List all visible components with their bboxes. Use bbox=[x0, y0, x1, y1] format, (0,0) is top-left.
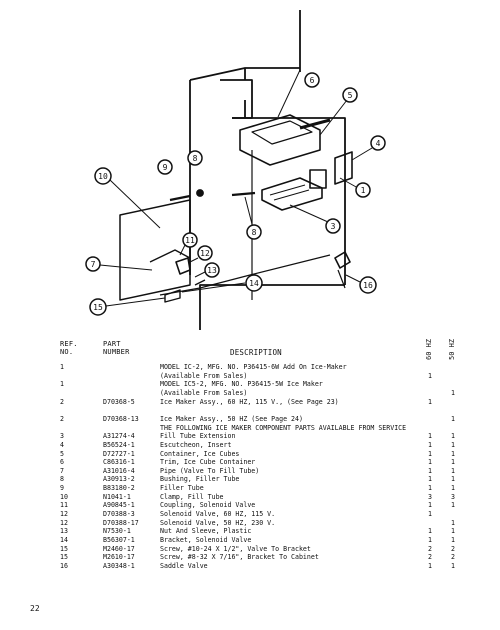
ref-cell: 11 bbox=[60, 501, 68, 510]
description-cell: Ice Maker Assy., 60 HZ, 115 V., (See Page 23) bbox=[160, 397, 339, 406]
ref-cell: 12 bbox=[60, 518, 68, 527]
callout-6-label: 6 bbox=[309, 76, 315, 85]
description-cell: Coupling, Solenoid Valve bbox=[160, 501, 256, 510]
header-part-number: PART NUMBER bbox=[103, 340, 130, 356]
part-number-cell: M2610-17 bbox=[103, 553, 135, 562]
ref-cell: 1 bbox=[60, 363, 64, 371]
table-row bbox=[0, 363, 500, 371]
description-cell: Escutcheon, Insert bbox=[160, 440, 232, 449]
qty-50hz-cell: 1 bbox=[451, 561, 455, 570]
ref-cell: 9 bbox=[60, 484, 64, 493]
part-number-cell: N7530-1 bbox=[103, 527, 131, 536]
ref-cell: 6 bbox=[60, 458, 64, 467]
ref-cell: 1 bbox=[60, 380, 64, 389]
qty-60hz-cell: 2 bbox=[428, 553, 432, 562]
qty-50hz-cell: 1 bbox=[451, 466, 455, 475]
qty-50hz-cell: 1 bbox=[451, 432, 455, 441]
qty-50hz-cell: 1 bbox=[451, 527, 455, 536]
part-number-cell: D70388-3 bbox=[103, 510, 135, 519]
qty-60hz-cell: 1 bbox=[428, 440, 432, 449]
callout-3-label: 3 bbox=[330, 222, 336, 231]
callout-5-label: 5 bbox=[347, 91, 353, 100]
qty-50hz-cell: 1 bbox=[451, 414, 455, 423]
table-row bbox=[0, 493, 500, 501]
qty-60hz-cell: 1 bbox=[428, 466, 432, 475]
part-number-cell: B56524-1 bbox=[103, 440, 135, 449]
part-number-cell: M2460-17 bbox=[103, 544, 135, 553]
table-row bbox=[0, 536, 500, 544]
description-cell: Filler Tube bbox=[160, 484, 204, 493]
table-row bbox=[0, 398, 500, 406]
qty-50hz-cell: 1 bbox=[451, 501, 455, 510]
ref-cell: 12 bbox=[60, 510, 68, 519]
part-number-cell: A30348-1 bbox=[103, 561, 135, 570]
description-cell: Trim, Ice Cube Container bbox=[160, 458, 256, 467]
table-row bbox=[0, 389, 500, 397]
ref-cell: 2 bbox=[60, 397, 64, 406]
callout-7-label: 7 bbox=[90, 260, 96, 269]
callout-8b-label: 8 bbox=[192, 154, 198, 163]
qty-50hz-cell: 2 bbox=[451, 553, 455, 562]
ref-cell: 15 bbox=[60, 553, 68, 562]
table-row bbox=[0, 527, 500, 535]
description-cell: Bushing, Filler Tube bbox=[160, 475, 240, 484]
qty-60hz-cell: 3 bbox=[428, 492, 432, 501]
qty-50hz-cell: 1 bbox=[451, 518, 455, 527]
qty-60hz-cell: 1 bbox=[428, 510, 432, 519]
description-cell: (Available From Sales) bbox=[160, 371, 248, 380]
table-row bbox=[0, 501, 500, 509]
ref-cell: 15 bbox=[60, 544, 68, 553]
part-number-cell: A30913-2 bbox=[103, 475, 135, 484]
part-number-cell: B83180-2 bbox=[103, 484, 135, 493]
callout-1-label: 1 bbox=[360, 186, 366, 195]
part-number-cell: D70388-17 bbox=[103, 518, 139, 527]
description-cell: Screw, #10-24 X 1/2", Valve To Bracket bbox=[160, 544, 311, 553]
header-ref: REF. NO. bbox=[60, 340, 78, 356]
qty-60hz-cell: 1 bbox=[428, 501, 432, 510]
part-number-cell: A90845-1 bbox=[103, 501, 135, 510]
qty-50hz-cell: 1 bbox=[451, 440, 455, 449]
ref-cell: 16 bbox=[60, 561, 68, 570]
description-cell: Nut And Sleeve, Plastic bbox=[160, 527, 252, 536]
description-cell: Fill Tube Extension bbox=[160, 432, 236, 441]
description-cell: Screw, #8-32 X 7/16", Bracket To Cabinet bbox=[160, 553, 319, 562]
callout-11-label: 11 bbox=[185, 236, 195, 245]
qty-50hz-cell: 3 bbox=[451, 492, 455, 501]
part-number-cell: D72727-1 bbox=[103, 449, 135, 458]
ref-cell: 3 bbox=[60, 432, 64, 441]
table-row bbox=[0, 432, 500, 440]
table-row bbox=[0, 484, 500, 492]
header-description: DESCRIPTION bbox=[230, 348, 282, 357]
part-number-cell: B56307-1 bbox=[103, 536, 135, 544]
page-number: 22 bbox=[30, 604, 40, 613]
table-row bbox=[0, 562, 500, 570]
callout-16-label: 16 bbox=[363, 281, 373, 290]
description-cell: Container, Ice Cubes bbox=[160, 449, 240, 458]
callout-4-label: 4 bbox=[375, 139, 381, 148]
description-cell: Solenoid Valve, 50 HZ, 230 V. bbox=[160, 518, 276, 527]
ref-cell: 14 bbox=[60, 536, 68, 544]
table-row bbox=[0, 458, 500, 466]
qty-60hz-cell: 1 bbox=[428, 484, 432, 493]
header-50hz: 50 HZ bbox=[448, 338, 456, 360]
part-number-cell: N1041-1 bbox=[103, 492, 131, 501]
table-row bbox=[0, 450, 500, 458]
qty-60hz-cell: 1 bbox=[428, 561, 432, 570]
qty-60hz-cell: 1 bbox=[428, 371, 432, 380]
description-cell: MODEL IC-2, MFG. NO. P36415-6W Add On Ice-Maker bbox=[160, 363, 347, 371]
table-row bbox=[0, 545, 500, 553]
part-number-cell: A31016-4 bbox=[103, 466, 135, 475]
table-row bbox=[0, 519, 500, 527]
qty-60hz-cell: 1 bbox=[428, 527, 432, 536]
description-cell: Solenoid Valve, 60 HZ, 115 V. bbox=[160, 510, 276, 519]
callout-10-label: 10 bbox=[98, 172, 108, 181]
ref-cell: 2 bbox=[60, 414, 64, 423]
description-cell: Saddle Valve bbox=[160, 561, 208, 570]
qty-60hz-cell: 1 bbox=[428, 475, 432, 484]
description-cell: Ice Maker Assy., 50 HZ (See Page 24) bbox=[160, 414, 303, 423]
qty-60hz-cell: 1 bbox=[428, 432, 432, 441]
description-cell: (Available From Sales) bbox=[160, 388, 248, 397]
part-number-cell: C86316-1 bbox=[103, 458, 135, 467]
description-cell: Clamp, Fill Tube bbox=[160, 492, 224, 501]
callout-14-label: 14 bbox=[249, 279, 259, 288]
ref-cell: 4 bbox=[60, 440, 64, 449]
part-number-cell: D70368-5 bbox=[103, 397, 135, 406]
table-row bbox=[0, 406, 500, 414]
qty-60hz-cell: 1 bbox=[428, 449, 432, 458]
qty-50hz-cell: 1 bbox=[451, 475, 455, 484]
callout-8-label: 8 bbox=[251, 228, 257, 237]
description-cell: MODEL IC5-2, MFG. NO. P36415-5W Ice Maker bbox=[160, 380, 323, 389]
callout-15-label: 15 bbox=[93, 303, 103, 312]
qty-50hz-cell: 1 bbox=[451, 536, 455, 544]
ref-cell: 13 bbox=[60, 527, 68, 536]
callout-13-label: 13 bbox=[207, 266, 217, 275]
part-number-cell: A31274-4 bbox=[103, 432, 135, 441]
table-row bbox=[0, 380, 500, 388]
qty-50hz-cell: 1 bbox=[451, 388, 455, 397]
qty-60hz-cell: 2 bbox=[428, 544, 432, 553]
part-number-cell: D70368-13 bbox=[103, 414, 139, 423]
qty-60hz-cell: 1 bbox=[428, 458, 432, 467]
ref-cell: 10 bbox=[60, 492, 68, 501]
description-cell: THE FOLLOWING ICE MAKER COMPONENT PARTS AVAILABLE FROM SERVICE bbox=[160, 423, 407, 432]
table-row bbox=[0, 424, 500, 432]
table-row bbox=[0, 372, 500, 380]
description-cell: Bracket, Solenoid Valve bbox=[160, 536, 252, 544]
header-60hz: 60 HZ bbox=[425, 338, 433, 360]
qty-60hz-cell: 1 bbox=[428, 397, 432, 406]
qty-50hz-cell: 1 bbox=[451, 484, 455, 493]
qty-50hz-cell: 1 bbox=[451, 449, 455, 458]
description-cell: Pipe (Valve To Fill Tube) bbox=[160, 466, 260, 475]
callout-12-label: 12 bbox=[200, 249, 210, 258]
table-row bbox=[0, 510, 500, 518]
table-row bbox=[0, 441, 500, 449]
qty-60hz-cell: 1 bbox=[428, 536, 432, 544]
callout-9-label: 9 bbox=[162, 163, 168, 172]
ref-cell: 5 bbox=[60, 449, 64, 458]
table-row bbox=[0, 467, 500, 475]
table-row bbox=[0, 553, 500, 561]
table-row bbox=[0, 415, 500, 423]
table-row bbox=[0, 475, 500, 483]
qty-50hz-cell: 2 bbox=[451, 544, 455, 553]
qty-50hz-cell: 1 bbox=[451, 458, 455, 467]
ref-cell: 7 bbox=[60, 466, 64, 475]
ref-cell: 8 bbox=[60, 475, 64, 484]
